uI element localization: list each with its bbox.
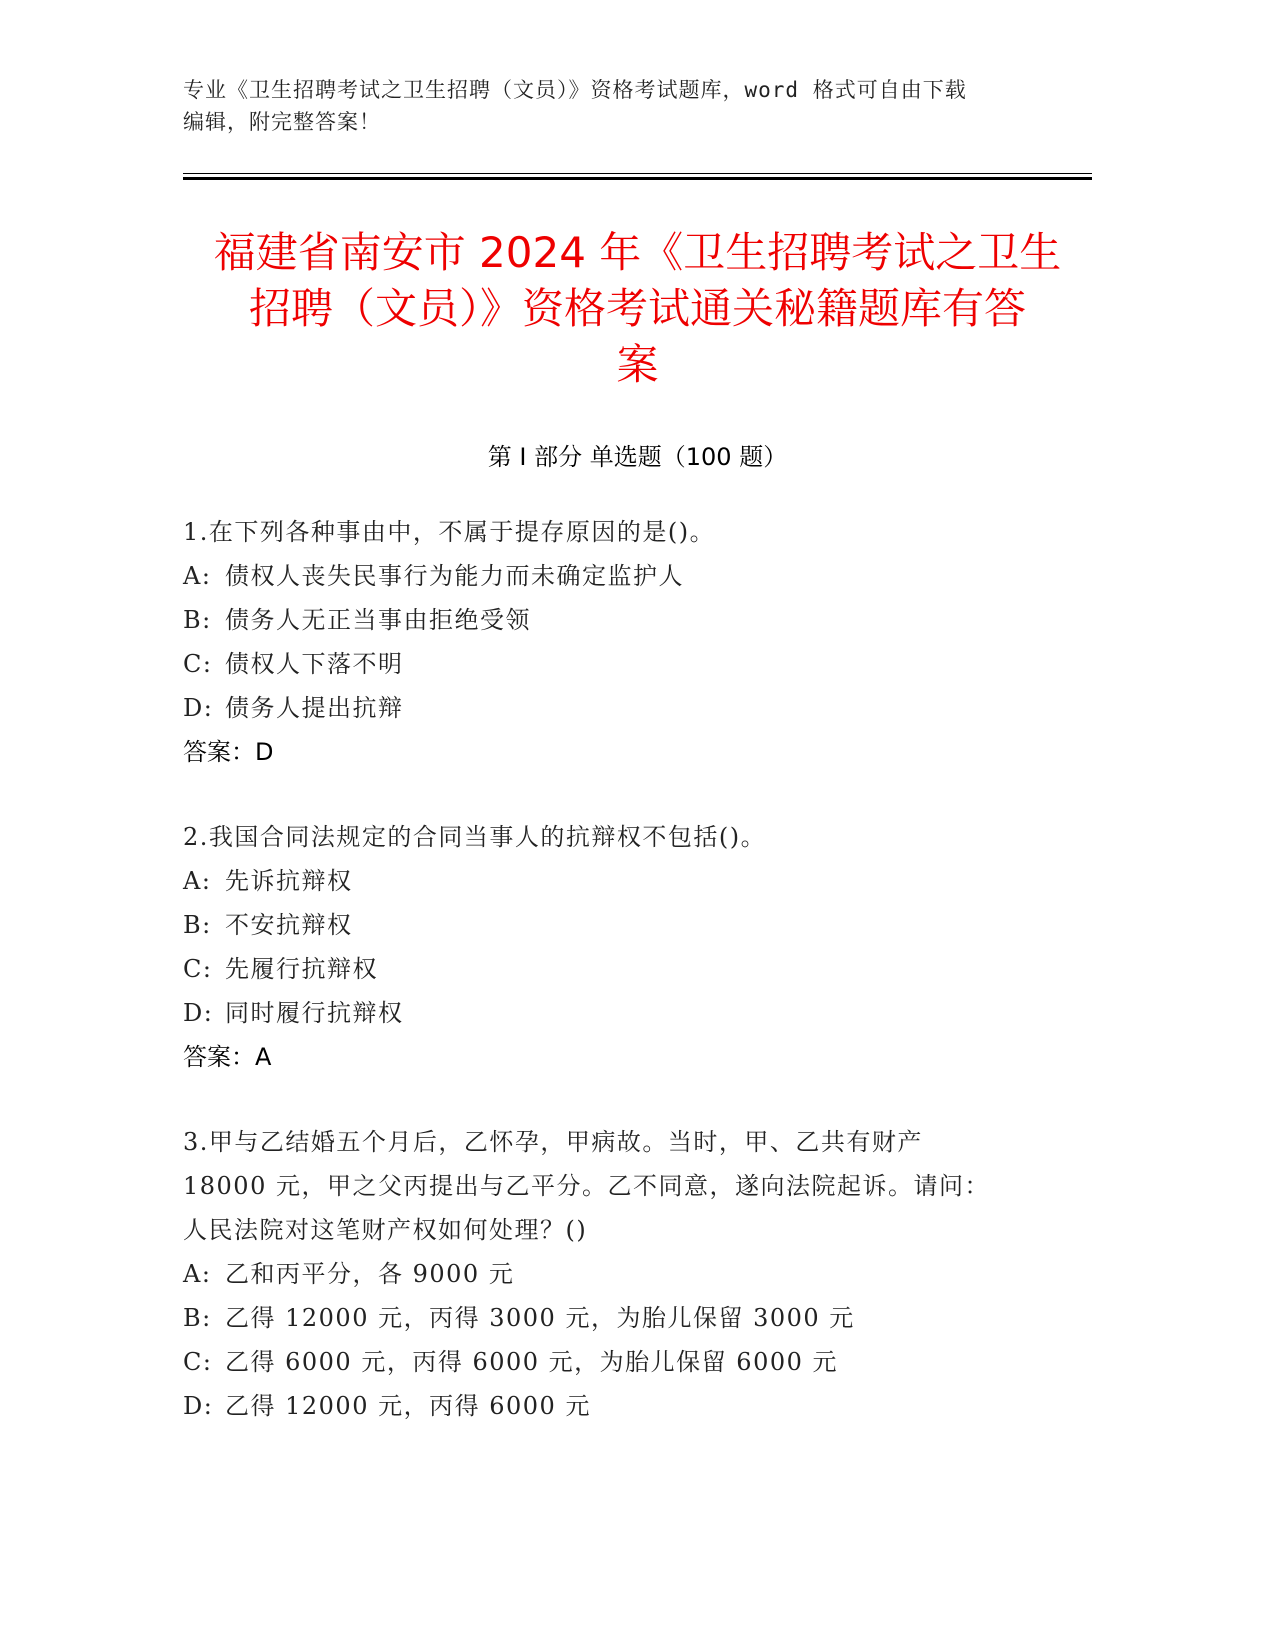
question-stem: 3.甲与乙结婚五个月后，乙怀孕，甲病故。当时，甲、乙共有财产 bbox=[183, 1128, 923, 1156]
option-text: 债务人提出抗辩 bbox=[225, 694, 404, 722]
question-item bbox=[183, 815, 1083, 1079]
option-c bbox=[183, 947, 1083, 991]
option-text: 乙得 12000 元，丙得 6000 元 bbox=[225, 1392, 591, 1420]
option-letter: B: bbox=[183, 911, 212, 939]
option-text: 先诉抗辩权 bbox=[225, 867, 353, 895]
option-letter: D: bbox=[183, 694, 214, 722]
option-letter: C: bbox=[183, 650, 213, 678]
option-text: 债权人丧失民事行为能力而未确定监护人 bbox=[225, 562, 684, 590]
question-item bbox=[183, 510, 1083, 774]
option-b bbox=[183, 903, 1083, 947]
option-b bbox=[183, 598, 1083, 642]
option-text: 不安抗辩权 bbox=[225, 911, 353, 939]
option-a bbox=[183, 859, 1083, 903]
header-note-line: 专业《卫生招聘考试之卫生招聘（文员）》资格考试题库，word 格式可自由下载 bbox=[183, 78, 967, 102]
header-note-line: 编辑，附完整答案！ bbox=[183, 110, 381, 134]
answer-label: 答案：A bbox=[183, 1043, 272, 1071]
option-letter: A: bbox=[183, 867, 212, 895]
header-divider-thin bbox=[183, 173, 1092, 174]
document-title-line: 案 bbox=[616, 340, 659, 389]
question-stem: 人民法院对这笔财产权如何处理？() bbox=[183, 1216, 588, 1244]
option-text: 乙和丙平分，各 9000 元 bbox=[225, 1260, 515, 1288]
option-text: 乙得 12000 元，丙得 3000 元，为胎儿保留 3000 元 bbox=[225, 1304, 855, 1332]
option-c bbox=[183, 642, 1083, 686]
document-title bbox=[160, 225, 1115, 393]
option-letter: C: bbox=[183, 1348, 213, 1376]
option-a bbox=[183, 554, 1083, 598]
option-text: 乙得 6000 元，丙得 6000 元，为胎儿保留 6000 元 bbox=[225, 1348, 839, 1376]
header-note bbox=[183, 74, 1083, 138]
option-d bbox=[183, 991, 1083, 1035]
question-stem: 1.在下列各种事由中，不属于提存原因的是()。 bbox=[183, 518, 716, 546]
option-d bbox=[183, 1384, 1083, 1428]
option-letter: D: bbox=[183, 1392, 214, 1420]
option-a bbox=[183, 1252, 1083, 1296]
answer-label: 答案：D bbox=[183, 738, 274, 766]
option-d bbox=[183, 686, 1083, 730]
option-c bbox=[183, 1340, 1083, 1384]
section-title: 第 I 部分 单选题（100 题） bbox=[487, 443, 788, 471]
option-letter: B: bbox=[183, 606, 212, 634]
option-letter: C: bbox=[183, 955, 213, 983]
option-letter: D: bbox=[183, 999, 214, 1027]
option-letter: A: bbox=[183, 1260, 212, 1288]
document-title-line: 招聘（文员）》资格考试通关秘籍题库有答 bbox=[248, 284, 1026, 333]
question-stem: 18000 元，甲之父丙提出与乙平分。乙不同意，遂向法院起诉。请问： bbox=[183, 1172, 990, 1200]
option-text: 先履行抗辩权 bbox=[225, 955, 378, 983]
option-text: 债权人下落不明 bbox=[225, 650, 404, 678]
option-b bbox=[183, 1296, 1083, 1340]
question-stem: 2.我国合同法规定的合同当事人的抗辩权不包括()。 bbox=[183, 823, 767, 851]
header-divider-thick bbox=[183, 177, 1092, 180]
option-text: 同时履行抗辩权 bbox=[225, 999, 404, 1027]
option-letter: A: bbox=[183, 562, 212, 590]
question-item bbox=[183, 1120, 1083, 1428]
option-letter: B: bbox=[183, 1304, 212, 1332]
option-text: 债务人无正当事由拒绝受领 bbox=[225, 606, 531, 634]
document-title-line: 福建省南安市 2024 年《卫生招聘考试之卫生 bbox=[213, 228, 1062, 277]
